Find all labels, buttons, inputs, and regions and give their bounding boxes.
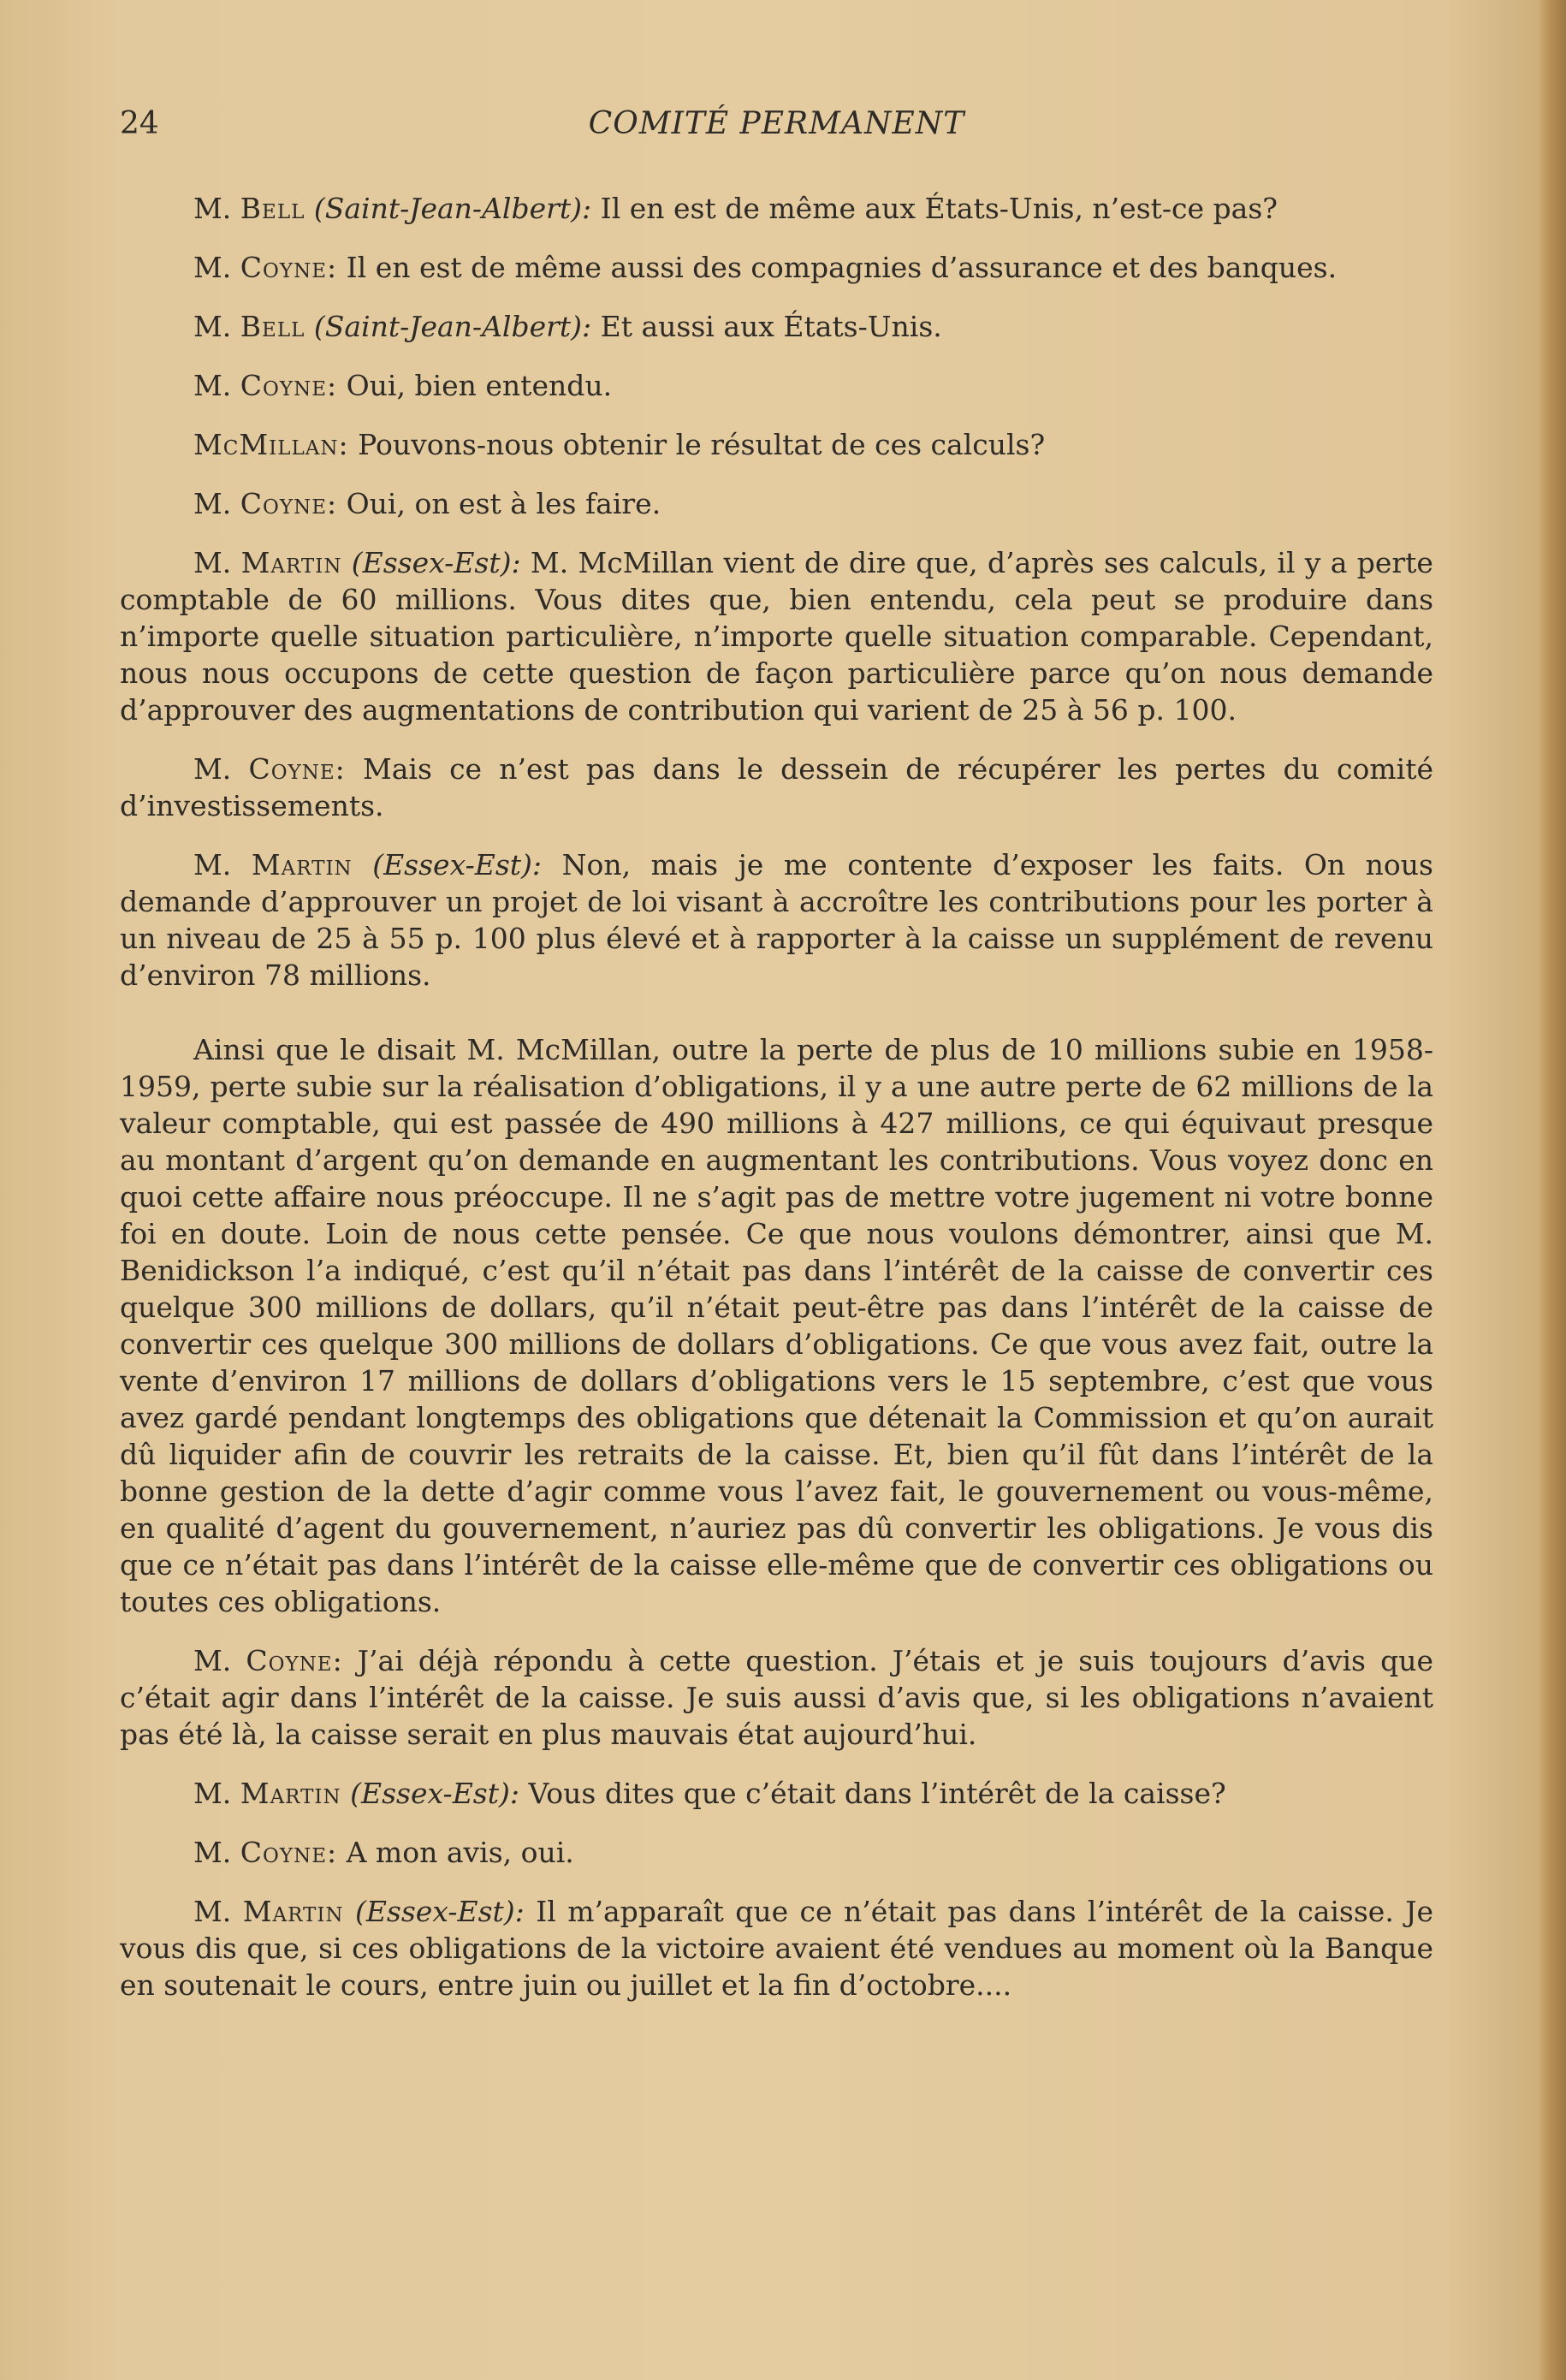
speech-paragraph xyxy=(120,426,1433,463)
speaker-title: M. xyxy=(193,1777,232,1810)
speech-paragraph xyxy=(120,1893,1433,2003)
speech-text: J’ai déjà répondu à cette question. J’étais et je suis toujours d’avis que c’était agir dans l’intérêt de la caisse. Je suis aussi d’avis que, si les obligations n’avaient pas été là, la caisse serait en plus mauvais état aujourd’hui. xyxy=(120,1644,1433,1751)
speech-paragraph xyxy=(120,1834,1433,1871)
speech-text: Oui, on est à les faire. xyxy=(346,487,661,520)
speaker-name: Martin xyxy=(251,848,353,881)
speech-paragraph xyxy=(120,190,1433,227)
speaker-name: Bell xyxy=(240,310,305,343)
speaker-title: M. xyxy=(193,1836,232,1869)
speaker-name: Martin xyxy=(240,546,342,579)
speaker-name: Coyne: xyxy=(248,752,346,786)
speaker-title: M. xyxy=(193,752,232,786)
speaker-riding: (Essex-Est): xyxy=(350,1777,519,1810)
continuation-paragraph xyxy=(120,1031,1433,1620)
speaker-name: Martin xyxy=(240,1777,341,1810)
speaker-name: McMillan: xyxy=(193,428,349,461)
speaker-name: Coyne: xyxy=(240,369,338,402)
speech-text: Ainsi que le disait M. McMillan, outre la perte de plus de 10 millions subie en 1958-1959, perte subie sur la réalisation d’obligations, il y a une autre perte de 62 millions de la valeur comptable, qui est passée de 490 millions à 427 millions, ce qui équivaut presque au montant d’argent qu’on demande en augmentant les contributions. Vous voyez donc en quoi cette affaire nous préoccupe. Il ne s’agit pas de mettre votre jugement ni votre bonne foi en doute. Loin de nous cette pensée. Ce que nous voulons démontrer, ainsi que M. Benidickson l’a indiqué, c’est qu’il n’était pas dans l’intérêt de la caisse de convertir ces quelque 300 millions de dollars, qu’il n’était peut-être pas dans l’intérêt de la caisse de convertir ces quelque 300 millions de dollars d’obligations. Ce que vous avez fait, outre la vente d’environ 17 millions de dollars d’obligations vers le 15 septembre, c’est que vous avez gardé pendant longtemps des obligations que détenait la Commission et qu’on aurait dû liquider afin de couvrir les retraits de la caisse. Et, bien qu’il fût dans l’intérêt de la bonne gestion de la dette d’agir comme vous l’avez fait, le gouvernement ou vous-même, en qualité d’agent du gouvernement, n’auriez pas dû convertir les obligations. Je vous dis que ce n’était pas dans l’intérêt de la caisse elle-même que de convertir ces obligations ou toutes ces obligations. xyxy=(120,1033,1433,1618)
speaker-riding: (Essex-Est): xyxy=(372,848,543,881)
speaker-title: M. xyxy=(193,192,232,225)
speaker-name: Coyne: xyxy=(240,251,338,284)
speech-paragraph xyxy=(120,544,1433,728)
speech-paragraph xyxy=(120,249,1433,286)
speaker-riding: (Essex-Est): xyxy=(351,546,521,579)
speech-text: Pouvons-nous obtenir le résultat de ces calculs? xyxy=(358,428,1046,461)
speech-text: Et aussi aux États-Unis. xyxy=(600,310,942,343)
speaker-title: M. xyxy=(193,848,232,881)
speaker-name: Coyne: xyxy=(246,1644,343,1677)
speaker-riding: (Saint-Jean-Albert): xyxy=(313,192,592,225)
book-spine-edge xyxy=(1537,0,1566,2380)
speaker-title: M. xyxy=(193,546,232,579)
page-number: 24 xyxy=(120,106,159,141)
speech-text: Non, mais je me contente d’exposer les faits. On nous demande d’approuver un projet de loi visant à accroître les contributions pour les porter à un niveau de 25 à 55 p. 100 plus élevé et à rapporter à la caisse un supplément de revenu d’environ 78 millions. xyxy=(120,848,1433,992)
speech-text: Mais ce n’est pas dans le dessein de récupérer les pertes du comité d’investissements. xyxy=(120,752,1433,822)
speaker-title: M. xyxy=(193,1644,232,1677)
speaker-riding: (Essex-Est): xyxy=(354,1895,525,1928)
speech-paragraph xyxy=(120,308,1433,345)
speaker-title: M. xyxy=(193,369,232,402)
speaker-name: Coyne: xyxy=(240,487,338,520)
speech-paragraph xyxy=(120,751,1433,824)
speech-paragraph xyxy=(120,485,1433,522)
speaker-title: M. xyxy=(193,487,232,520)
speech-text: Il en est de même aux États-Unis, n’est-ce pas? xyxy=(600,192,1278,225)
speech-paragraph xyxy=(120,846,1433,994)
speech-paragraph xyxy=(120,367,1433,404)
speaker-name: Coyne: xyxy=(240,1836,338,1869)
speech-text: Il m’apparaît que ce n’était pas dans l’intérêt de la caisse. Je vous dis que, si ces obligations de la victoire avaient été vendues au moment où la Banque en soutenait le cours, entre juin ou juillet et la fin d’octobre.... xyxy=(120,1895,1433,2002)
speech-paragraph xyxy=(120,1642,1433,1753)
speech-text: Oui, bien entendu. xyxy=(346,369,613,402)
running-head: COMITÉ PERMANENT xyxy=(588,106,965,141)
speaker-title: M. xyxy=(193,251,232,284)
speech-paragraph xyxy=(120,1775,1433,1812)
speaker-riding: (Saint-Jean-Albert): xyxy=(313,310,592,343)
speaker-name: Bell xyxy=(240,192,305,225)
page-header xyxy=(120,106,1433,157)
speech-text: A mon avis, oui. xyxy=(346,1836,574,1869)
speaker-title: M. xyxy=(193,1895,232,1928)
transcript-body xyxy=(120,190,1433,2026)
speech-text: Il en est de même aussi des compagnies d’assurance et des banques. xyxy=(346,251,1338,284)
speaker-title: M. xyxy=(193,310,232,343)
speech-text: M. McMillan vient de dire que, d’après ses calculs, il y a perte comptable de 60 millions. Vous dites que, bien entendu, cela peut se produire dans n’importe quelle situation particulière, n’importe quelle situation comparable. Cependant, nous nous occupons de cette question de façon particulière parce qu’on nous demande d’approuver des augmentations de contribution qui varient de 25 à 56 p. 100. xyxy=(120,546,1433,727)
speaker-name: Martin xyxy=(242,1895,344,1928)
speech-text: Vous dites que c’était dans l’intérêt de la caisse? xyxy=(528,1777,1226,1810)
